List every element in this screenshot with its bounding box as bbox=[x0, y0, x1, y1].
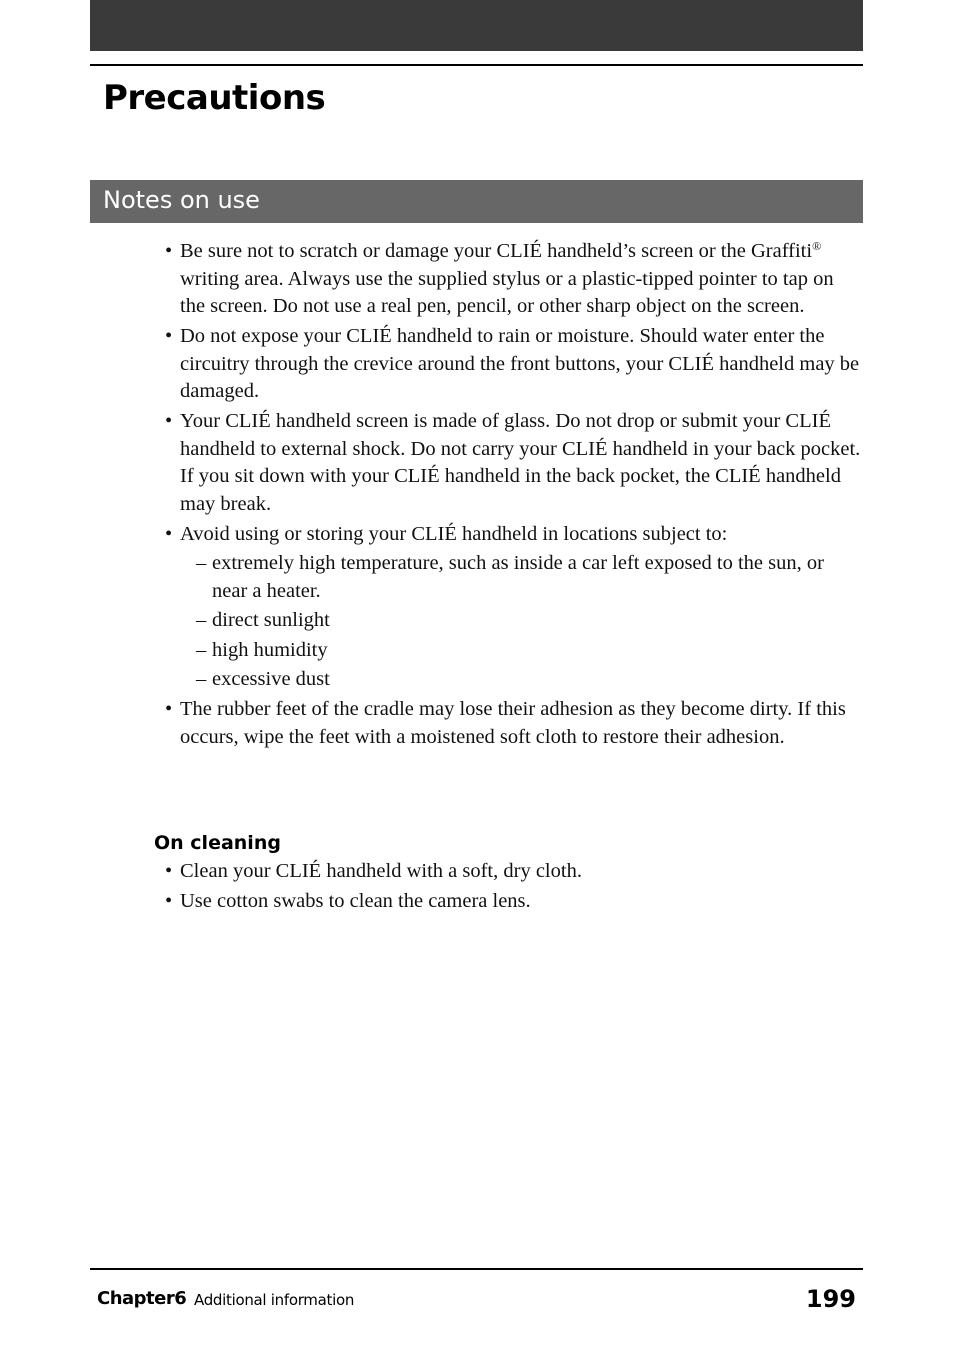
note-text: Be sure not to scratch or damage your CLIÉ handheld’s screen or the Graffiti bbox=[180, 240, 813, 262]
notes-list bbox=[163, 238, 863, 754]
cleaning-list bbox=[163, 858, 863, 918]
sublist-item: – excessive dust bbox=[180, 666, 863, 694]
note-text: Your CLIÉ handheld screen is made of glass. Do not drop or submit your CLIÉ handheld to external shock. Do not carry your CLIÉ handheld in your back pocket. If you sit down with your CLIÉ handheld in the back pocket, the CLIÉ handheld may break. bbox=[180, 410, 861, 515]
footer-rule bbox=[90, 1268, 863, 1270]
footer-section-title: Additional information bbox=[194, 1291, 355, 1309]
sublist-item: – direct sunlight bbox=[180, 607, 863, 635]
list-item bbox=[163, 408, 863, 518]
note-text: writing area. Always use the supplied stylus or a plastic-tipped pointer to tap on the screen. Do not use a real pen, pencil, or other sharp object on the screen. bbox=[180, 267, 834, 317]
location-sublist bbox=[180, 550, 863, 694]
note-text: Do not expose your CLIÉ handheld to rain or moisture. Should water enter the circuitry through the crevice around the front buttons, your CLIÉ handheld may be damaged. bbox=[180, 325, 860, 402]
section-title: Notes on use bbox=[103, 186, 260, 214]
sublist-item: – high humidity bbox=[180, 637, 863, 665]
note-text: Avoid using or storing your CLIÉ handheld in locations subject to: bbox=[180, 522, 728, 545]
list-item: • Clean your CLIÉ handheld with a soft, dry cloth. bbox=[163, 858, 863, 886]
list-item bbox=[163, 238, 863, 321]
cleaning-heading: On cleaning bbox=[154, 832, 281, 854]
header-rule bbox=[90, 64, 863, 66]
list-item bbox=[163, 521, 863, 694]
sublist-item: – extremely high temperature, such as inside a car left exposed to the sun, or near a heater. bbox=[180, 550, 863, 605]
registered-mark: ® bbox=[812, 239, 822, 253]
footer-chapter: Chapter6 bbox=[97, 1288, 187, 1309]
list-item bbox=[163, 696, 863, 751]
header-bar bbox=[90, 0, 863, 51]
section-header bbox=[90, 180, 863, 223]
list-item: • Use cotton swabs to clean the camera lens. bbox=[163, 888, 863, 916]
page-title: Precautions bbox=[103, 78, 326, 118]
list-item bbox=[163, 323, 863, 406]
note-text: The rubber feet of the cradle may lose their adhesion as they become dirty. If this occurs, wipe the feet with a moistened soft cloth to restore their adhesion. bbox=[180, 698, 846, 748]
page-number: 199 bbox=[805, 1285, 856, 1313]
